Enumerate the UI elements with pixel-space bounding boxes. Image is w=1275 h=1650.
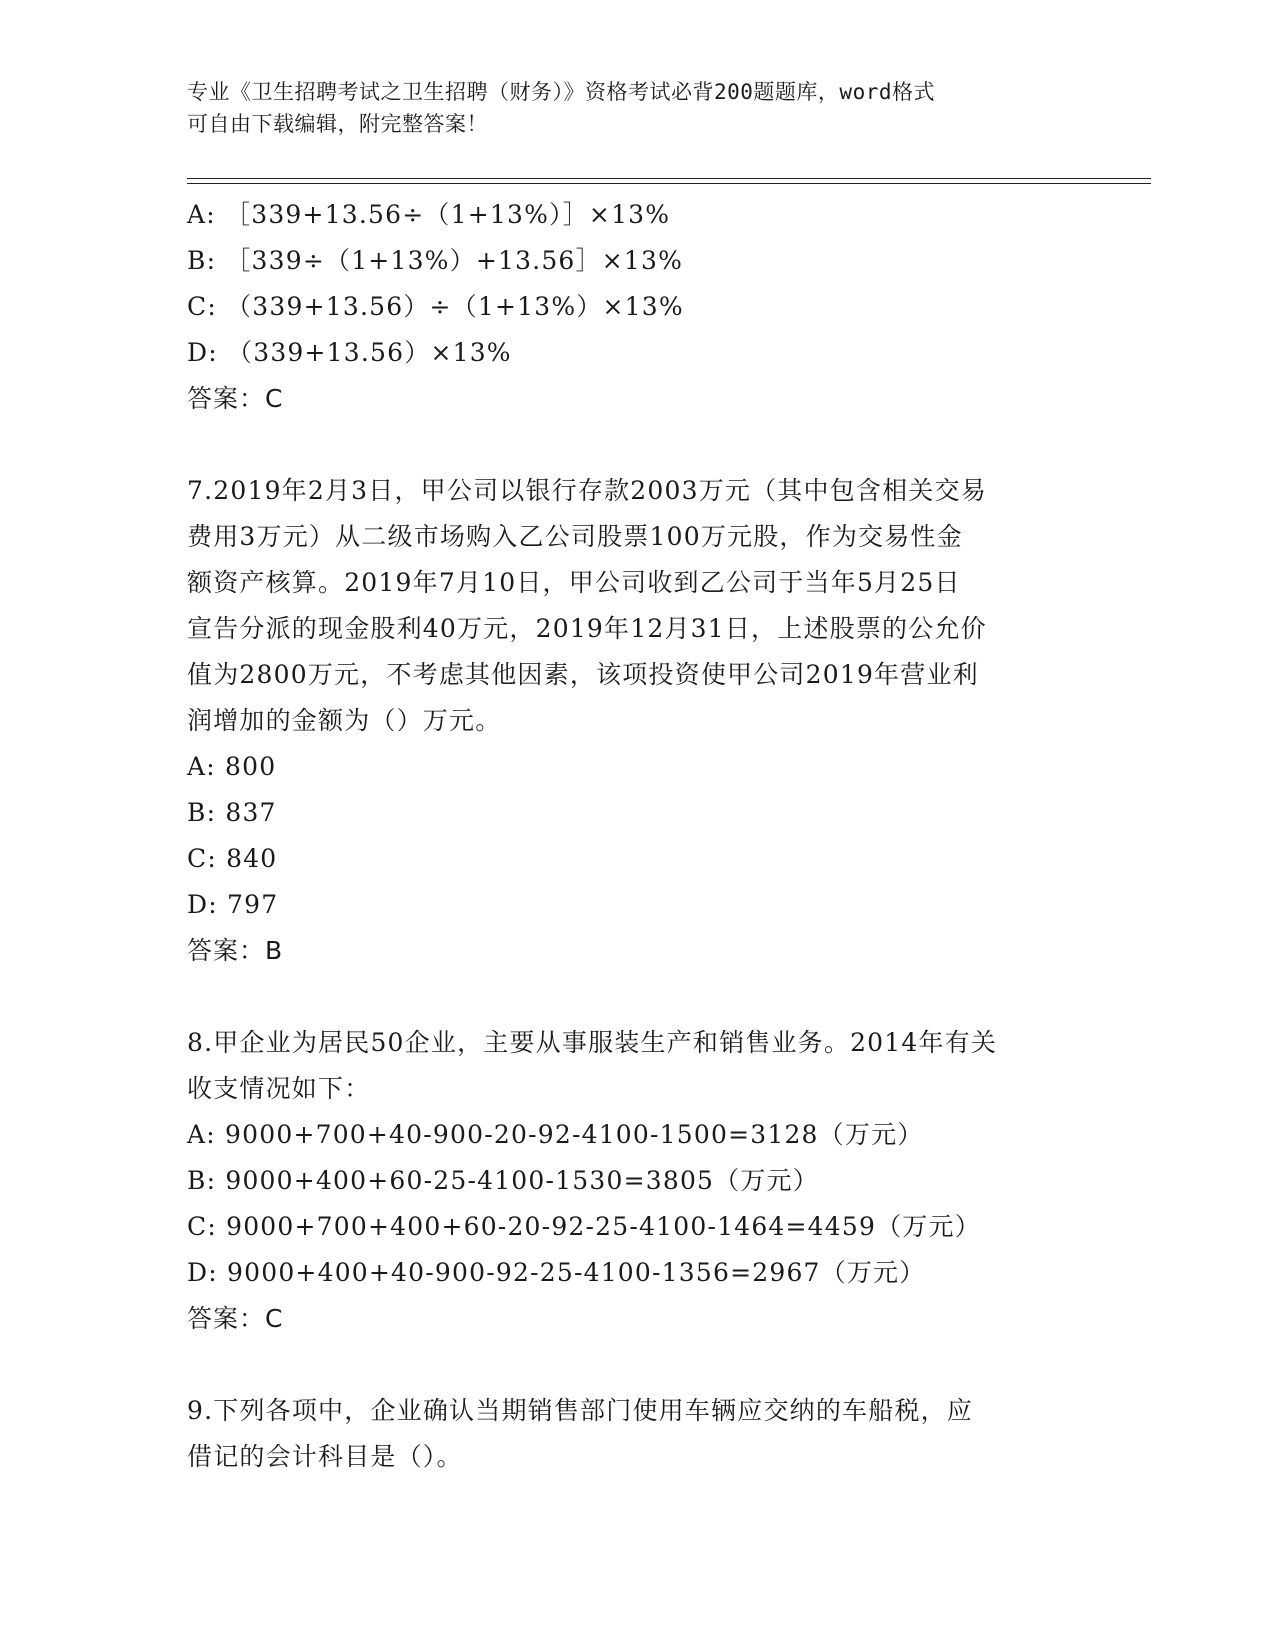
option-d: D: （339+13.56）×13% [187, 338, 512, 367]
question-stem-line: 借记的会计科目是（）。 [187, 1442, 463, 1471]
spacer [187, 1342, 1087, 1388]
question-content [187, 192, 1087, 1480]
option-d: D: 9000+400+40-900-92-25-4100-1356=2967（万元） [187, 1258, 926, 1287]
answer: 答案：B [187, 936, 284, 965]
answer: 答案：C [187, 384, 284, 413]
option-b: B: ［339÷（1+13%）+13.56］×13% [187, 246, 684, 275]
question-6 [187, 192, 1087, 422]
question-7 [187, 468, 1087, 974]
question-stem-line: 宣告分派的现金股利40万元，2019年12月31日，上述股票的公允价 [187, 614, 987, 643]
option-d: D: 797 [187, 890, 279, 919]
question-9 [187, 1388, 1087, 1480]
question-stem-line: 费用3万元）从二级市场购入乙公司股票100万元股，作为交易性金 [187, 522, 963, 551]
answer: 答案：C [187, 1304, 284, 1333]
question-stem-line: 9.下列各项中，企业确认当期销售部门使用车辆应交纳的车船税，应 [187, 1396, 974, 1425]
question-stem-line: 收支情况如下： [187, 1074, 371, 1103]
option-a: A: 800 [187, 752, 277, 781]
header-line-2: 可自由下载编辑，附完整答案！ [187, 112, 488, 136]
header-line-1: 专业《卫生招聘考试之卫生招聘（财务）》资格考试必背200题题库，word格式 [187, 80, 935, 104]
question-stem-line: 7.2019年2月3日，甲公司以银行存款2003万元（其中包含相关交易 [187, 476, 987, 505]
question-stem-line: 额资产核算。2019年7月10日，甲公司收到乙公司于当年5月25日 [187, 568, 961, 597]
header-divider-top [187, 178, 1151, 179]
question-stem-line: 值为2800万元，不考虑其他因素，该项投资使甲公司2019年营业利 [187, 660, 979, 689]
document-header [187, 76, 1087, 140]
option-c: C: （339+13.56）÷（1+13%）×13% [187, 292, 684, 321]
option-b: B: 837 [187, 798, 277, 827]
option-a: A: 9000+700+40-900-20-92-4100-1500=3128（万元） [187, 1120, 924, 1149]
question-stem-line: 润增加的金额为（）万元。 [187, 706, 502, 735]
header-divider-bottom [187, 183, 1151, 184]
option-b: B: 9000+400+60-25-4100-1530=3805（万元） [187, 1166, 819, 1195]
option-c: C: 9000+700+400+60-20-92-25-4100-1464=4459（万元） [187, 1212, 981, 1241]
option-a: A: ［339+13.56÷（1+13%）］×13% [187, 200, 671, 229]
spacer [187, 422, 1087, 468]
question-stem-line: 8.甲企业为居民50企业，主要从事服装生产和销售业务。2014年有关 [187, 1028, 998, 1057]
spacer [187, 974, 1087, 1020]
option-c: C: 840 [187, 844, 278, 873]
question-8 [187, 1020, 1087, 1342]
